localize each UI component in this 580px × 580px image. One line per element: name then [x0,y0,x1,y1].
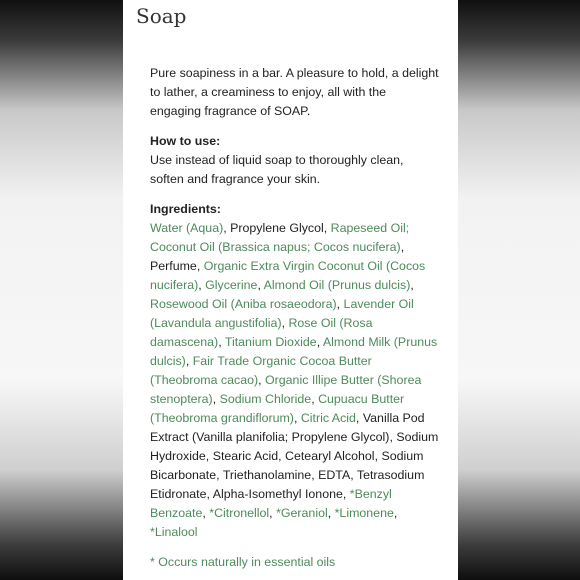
essential-oils-footnote: * Occurs naturally in essential oils [150,555,336,569]
ingredient-item: *Linalool [150,525,198,539]
ingredient-separator: , [389,430,397,444]
ingredient-item: Sodium Bicarbonate [150,449,424,482]
ingredient-item: Perfume [150,259,197,273]
ingredient-item: Fair Trade Organic Cocoa Butter (Theobroma cacao) [150,354,372,387]
ingredient-item: *Limonene [334,506,394,520]
ingredient-item: Cetearyl Alcohol [285,449,375,463]
ingredient-separator: , [269,506,277,520]
ingredient-separator: , [342,487,350,501]
ingredient-item: Almond Milk (Prunus dulcis) [150,335,438,368]
ingredient-separator: , [258,373,266,387]
product-panel [123,0,458,580]
ingredients-list [150,219,440,542]
ingredient-item: Citric Acid [300,411,356,425]
ingredient-item: Rose Oil (Rosa damascena) [150,316,373,349]
ingredient-item: *Benzyl Benzoate [150,487,392,520]
ingredient-item: Alpha-Isomethyl Ionone [212,487,343,501]
ingredient-separator: , [196,259,204,273]
product-details [150,64,440,572]
ingredient-separator: , [311,468,319,482]
ingredient-separator: , [393,506,398,520]
ingredient-separator: , [355,411,363,425]
how-to-use-text: Use instead of liquid soap to thoroughly clean, soften and fragrance your skin. [150,153,404,186]
ingredient-item: Titanium Dioxide [224,335,317,349]
ingredient-separator: , [374,449,382,463]
ingredient-item: Rapeseed Oil; Coconut Oil (Brassica napus; Cocos nucifera) [150,221,410,254]
ingredient-separator: , [400,240,405,254]
product-title: Soap [136,4,187,28]
ingredient-separator: , [350,468,357,482]
product-description: Pure soapiness in a bar. A pleasure to hold, a delight to lather, a creaminess to enjoy, all with the engaging fragrance of SOAP. [150,66,439,118]
ingredient-separator: , [185,354,193,368]
ingredient-separator: , [205,449,213,463]
ingredient-separator: , [293,411,301,425]
ingredient-item: EDTA [318,468,351,482]
ingredient-item: Water (Aqua) [150,221,224,235]
ingredient-separator: , [223,221,231,235]
ingredient-item: Lavender Oil (Lavandula angustifolia) [150,297,414,330]
ingredient-separator: , [410,278,414,292]
ingredient-separator: , [257,278,264,292]
ingredient-separator: , [311,392,319,406]
ingredient-separator: , [206,487,213,501]
ingredient-item: Triethanolamine [222,468,312,482]
ingredient-item: Cupuacu Butter (Theobroma grandiflorum) [150,392,405,425]
ingredient-separator: , [327,506,335,520]
ingredient-item: Organic Illipe Butter (Shorea stenoptera) [150,373,422,406]
ingredient-separator: , [216,468,223,482]
ingredient-item: *Geraniol [276,506,328,520]
ingredient-item: Propylene Glycol [230,221,324,235]
ingredient-separator: , [212,392,220,406]
ingredient-separator: , [323,221,331,235]
ingredient-item: Sodium Hydroxide [150,430,439,463]
ingredient-item: Almond Oil (Prunus dulcis) [263,278,411,292]
ingredient-item: Rosewood Oil (Aniba rosaeodora) [150,297,337,311]
ingredient-item: Sodium Chloride [219,392,312,406]
ingredient-separator: , [198,278,206,292]
ingredient-separator: , [278,449,286,463]
ingredients-heading: Ingredients: [150,202,221,216]
ingredient-item: Tetrasodium Etidronate [150,468,425,501]
ingredient-separator: , [281,316,289,330]
ingredient-item: Glycerine [205,278,258,292]
ingredient-separator: , [218,335,225,349]
ingredient-separator: , [336,297,344,311]
how-to-use-heading: How to use: [150,134,221,148]
ingredient-item: Organic Extra Virgin Coconut Oil (Cocos nucifera) [150,259,426,292]
ingredient-item: *Citronellol [209,506,270,520]
ingredient-separator: , [316,335,323,349]
ingredient-separator: , [202,506,210,520]
ingredient-item: Stearic Acid [212,449,279,463]
ingredient-item: Vanilla Pod Extract (Vanilla planifolia; Propylene Glycol) [150,411,425,444]
